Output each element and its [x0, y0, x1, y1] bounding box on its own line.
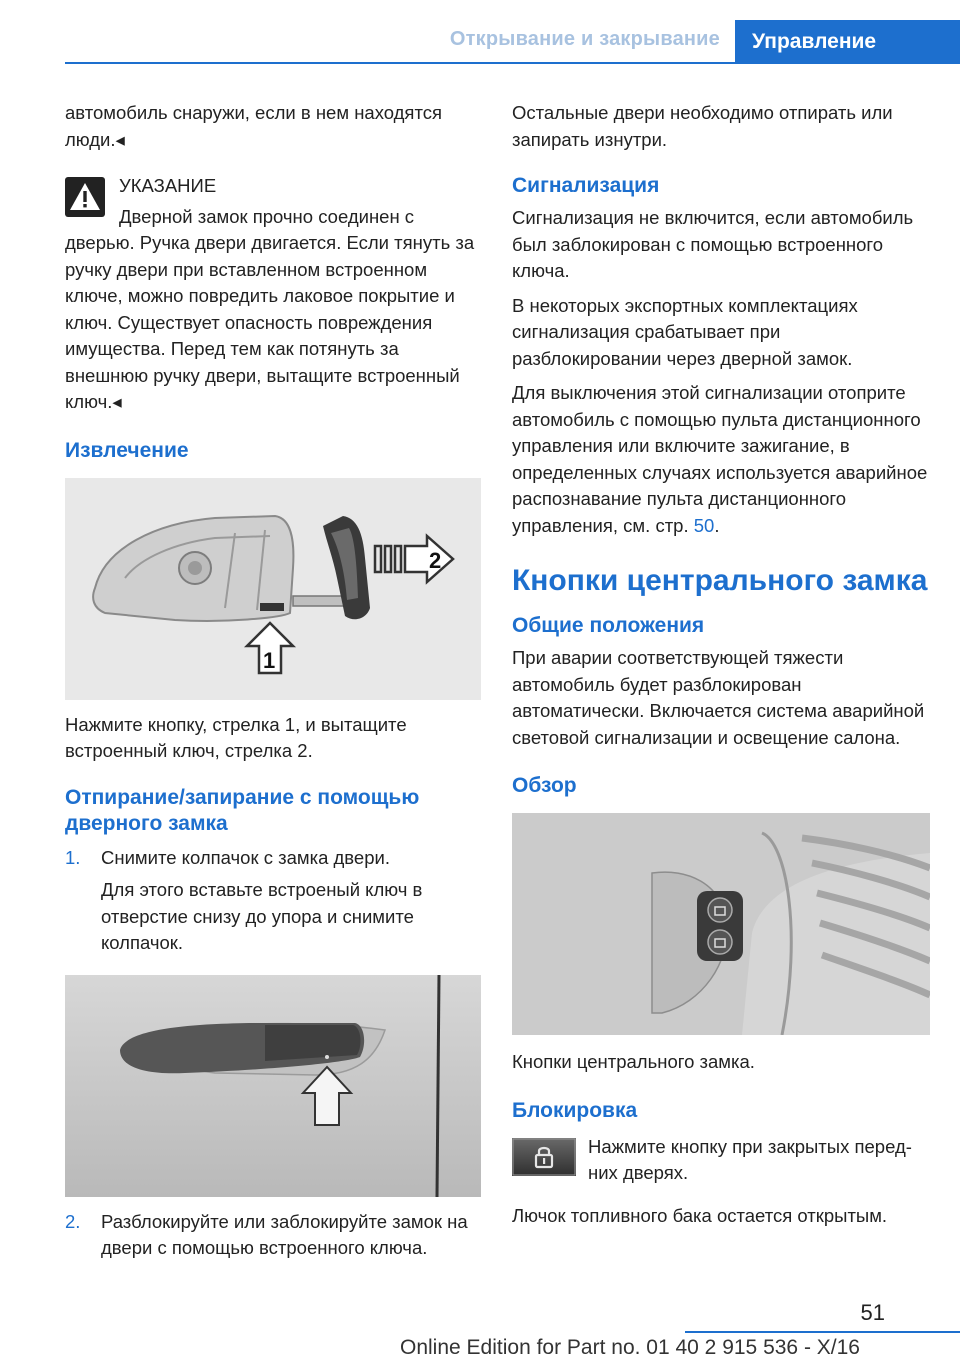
central-lock-buttons-figure: [512, 813, 930, 1035]
heading-alarm: Сигнализация: [512, 174, 660, 197]
door-handle-figure: [65, 975, 481, 1197]
heading-general: Общие положения: [512, 614, 705, 637]
page-ref-prefix: стр.: [655, 514, 689, 536]
heading-central-lock: Кнопки центрального замка: [512, 564, 928, 597]
step-number: 1.: [65, 846, 81, 868]
warning-first-line: Дверной замок прочно соединен с: [119, 205, 415, 227]
step-number: 2.: [65, 1210, 81, 1232]
header-rule: [65, 62, 960, 64]
alarm-text: Для выключения этой сигнализации отоприте автомобиль с помощью пульта дистанционного управления или включите зажигание, в определенных случаях используется аварийное распознавание пульта дистанционного управления, см.: [512, 382, 928, 536]
lock-button-icon: [512, 1138, 576, 1176]
paragraph: Нажмите кнопку, стрелка 1, и вытащите встроенный ключ, стрелка 2.: [65, 713, 407, 761]
figure-label-1: 1: [263, 647, 276, 673]
locking-instruction: [512, 1134, 930, 1187]
list-item: [65, 1209, 481, 1262]
footer-edition: Online Edition for Part no. 01 40 2 915 536 - X/16: [400, 1336, 860, 1359]
paragraph: Для выключения этой сигнализации отоприте автомобиль с помощью пульта дистанционного управления или включите зажигание, в определенных случаях используется аварийное распознавание пульта дистанционного управления, см. стр. 50.: [512, 382, 928, 536]
warning-block: [65, 173, 481, 416]
list-item: [65, 845, 481, 872]
heading-door-lock: Отпирание/запирание с помощью дверного замка: [65, 785, 420, 835]
paragraph: При аварии соответствующей тяжести автомобиль будет разблокирован автоматически. Включается система аварийной световой сигнализации и освещение салона.: [512, 647, 925, 748]
locking-text: Нажмите кнопку при закрытых передних дверях.: [588, 1135, 912, 1183]
paragraph: автомобиль снаружи, если в нем находятся люди.◂: [65, 102, 442, 150]
left-column: [65, 100, 481, 1262]
heading-overview: Обзор: [512, 774, 577, 797]
step-text: Снимите колпачок с замка двери.: [101, 846, 390, 868]
heading-extract: Извлечение: [65, 438, 189, 462]
warning-triangle-icon: [65, 177, 105, 217]
header-section-title: Открывание и закрывание: [449, 28, 720, 50]
warning-title: УКАЗАНИЕ: [119, 175, 217, 196]
warning-text: дверью. Ручка двери двигается. Если тянуть за ручку двери при вставленном встроенном ключе, можно повредить лаковое покрытие и ключ. Существует опасность повреждения имущества. Перед тем как потянуть за внешнюю ручку двери, вытащите встроенный ключ.◂: [65, 232, 475, 412]
key-illustration: [65, 478, 481, 700]
paragraph: В некоторых экспортных комплектациях сигнализация срабатывает при разблокировании через дверной замок.: [512, 294, 858, 369]
figure-caption: Кнопки центрального замка.: [512, 1051, 755, 1072]
heading-locking: Блокировка: [512, 1098, 638, 1122]
paragraph: Сигнализация не включится, если автомобиль был заблокирован с помощью встроенного ключа.: [512, 207, 914, 281]
page-reference-link[interactable]: 50: [693, 514, 715, 536]
paragraph: Лючок топливного бака остается открытым.: [512, 1204, 888, 1226]
footer-rule: [685, 1331, 960, 1333]
header-chapter-tab[interactable]: Управление: [735, 20, 960, 64]
step-text: Разблокируйте или заблокируйте замок на двери с помощью встроенного ключа.: [101, 1210, 468, 1258]
step-detail: Для этого вставьте встроеный ключ в отверстие снизу до упора и снимите колпачок.: [101, 879, 423, 953]
paragraph: Остальные двери необходимо отпирать или запирать изнутри.: [512, 102, 893, 150]
figure-label-2: 2: [429, 547, 442, 573]
page-number: 51: [860, 1300, 885, 1325]
key-extract-figure: [65, 478, 481, 700]
door-handle-illustration: [65, 975, 481, 1197]
right-column: [512, 100, 930, 1243]
door-panel-illustration: [512, 813, 930, 1035]
